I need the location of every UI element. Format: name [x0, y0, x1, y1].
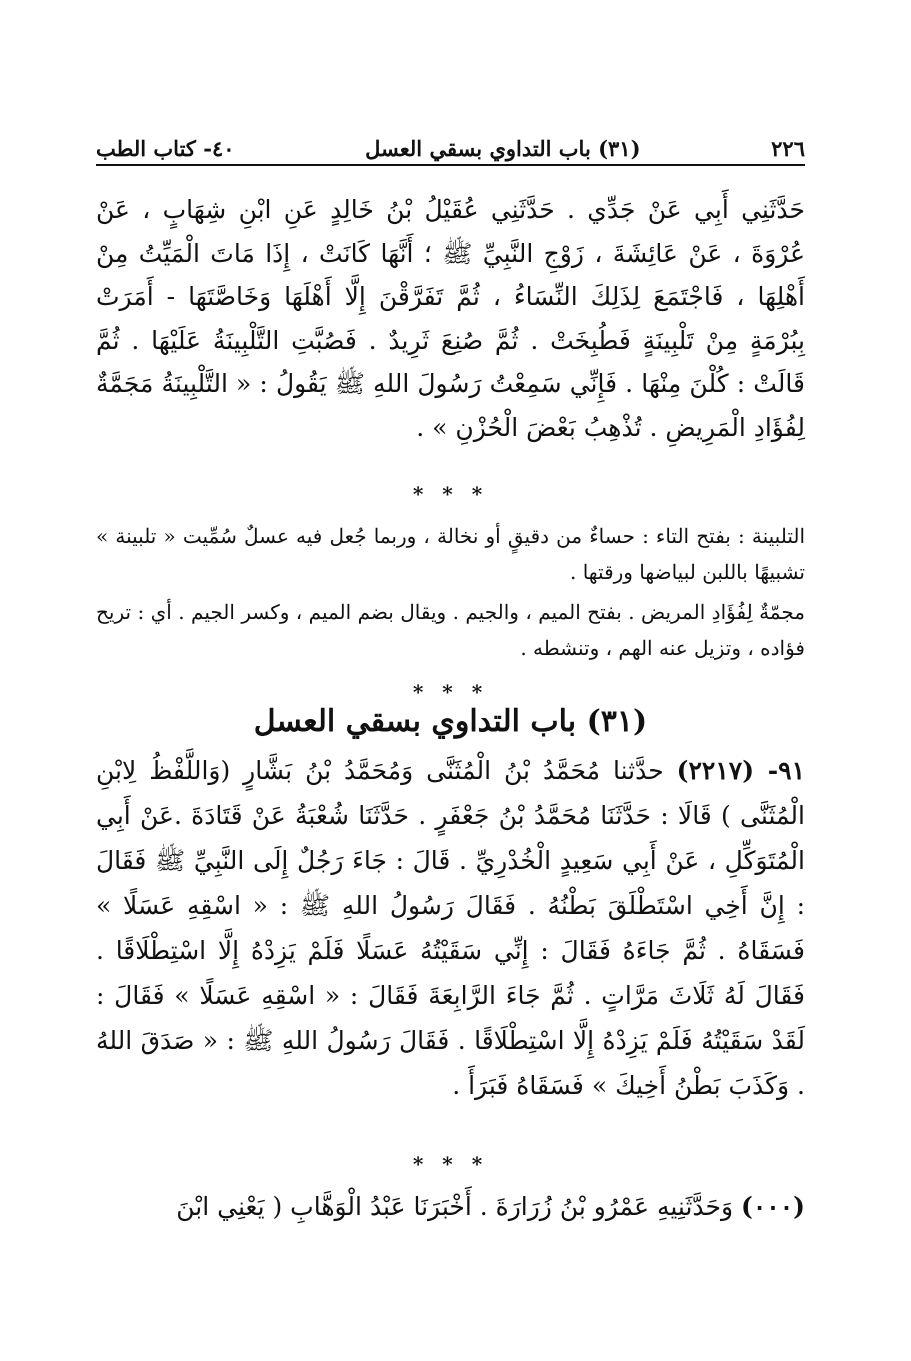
hadith-text: وَحَدَّثَنِيهِ عَمْرُو بْنُ زُرَارَةَ . أَخْبَرَنَا عَبْدُ الْوَهَّابِ ( يَعْنِي ابْنَ: [176, 1192, 734, 1221]
page-number: ٢٢٦: [771, 136, 805, 161]
section-separator: * * *: [412, 1152, 489, 1176]
section-separator: * * *: [412, 680, 489, 704]
hadith-text: حدَّثنا مُحَمَّدُ بْنُ الْمُثَنَّى وَمُحَمَّدُ بْنُ بَشَّارٍ (وَاللَّفْظُ لِابْنِ الْمُثَنَّى ) قَالَا : حَدَّثَنَا مُحَمَّدُ بْنُ جَعْفَرٍ . حَدَّثَنَا شُعْبَةُ عَنْ قَتَادَةَ .عَنْ أَبِي الْمُتَوَكِّلِ ، عَنْ أَبِي سَعِيدٍ الْخُدْرِيِّ . قَالَ : جَاءَ رَجُلٌ إِلَى النَّبِيِّ ﷺ فَقَالَ : إِنَّ أَخِي اسْتَطْلَقَ بَطْنُهُ . فَقَالَ رَسُولُ اللهِ ﷺ : « اسْقِهِ عَسَلًا » فَسَقَاهُ . ثُمَّ جَاءَهُ فَقَالَ : إِنِّي سَقَيْتُهُ عَسَلًا فَلَمْ يَزِدْهُ إِلَّا اسْتِطْلَاقًا . فَقَالَ لَهُ ثَلَاثَ مَرَّاتٍ . ثُمَّ جَاءَ الرَّابِعَةَ فَقَالَ : « اسْقِهِ عَسَلًا » فَقَالَ : لَقَدْ سَقَيْتُهُ فَلَمْ يَزِدْهُ إِلَّا اسْتِطْلَاقًا . فَقَالَ رَسُولُ اللهِ ﷺ : « صَدَقَ اللهُ . وَكَذَبَ بَطْنُ أَخِيكَ » فَسَقَاهُ فَبَرَأَ .: [96, 756, 805, 1100]
hadith-number: (٠٠٠): [741, 1192, 805, 1221]
footnotes: [96, 518, 805, 670]
note-mujimma: مجمّةٌ لِفُؤَادِ المريض . بفتح الميم ، والجيم . ويقال بضم الميم ، وكسر الجيم . أي : تريح فؤاده ، وتزيل عنه الهم ، وتنشطه .: [96, 600, 805, 660]
page-header: [96, 125, 805, 161]
chapter-heading: (٣١) باب التداوي بسقي العسل: [253, 704, 648, 739]
hadith-variant: [96, 1184, 805, 1229]
running-chapter-title: (٣١) باب التداوي بسقي العسل: [365, 136, 641, 161]
header-rule: [96, 164, 805, 166]
hadith-continuation: حَدَّثَنِي أَبِي عَنْ جَدِّي . حَدَّثَنِي عُقَيْلُ بْنُ خَالِدٍ عَنِ ابْنِ شِهَابٍ ، عَنْ عُرْوَةَ ، عَنْ عَائِشَةَ ، زَوْجِ النَّبِيِّ ﷺ ؛ أَنَّهَا كَانَتْ ، إِذَا مَاتَ الْمَيِّتُ مِنْ أَهْلِهَا ، فَاجْتَمَعَ لِذَلِكَ النِّسَاءُ ، ثُمَّ تَفَرَّقْنَ إِلَّا أَهْلَهَا وَخَاصَّتَهَا - أَمَرَتْ بِبُرْمَةٍ مِنْ تَلْبِينَةٍ فَطُبِخَتْ . ثُمَّ صُنِعَ ثَرِيدٌ . فَصُبَّتِ التَّلْبِينَةُ عَلَيْهَا . ثُمَّ قَالَتْ : كُلْنَ مِنْهَا . فَإِنِّي سَمِعْتُ رَسُولَ اللهِ ﷺ يَقُولُ : « التَّلْبِينَةُ مَجَمَّةٌ لِفُؤَادِ الْمَرِيضِ . تُذْهِبُ بَعْضَ الْحُزْنِ » .: [96, 195, 805, 442]
running-book-title: ٤٠- كتاب الطب: [96, 136, 235, 161]
section-separator: * * *: [412, 482, 489, 506]
hadith-number: ٩١- (٢٢١٧): [676, 756, 805, 785]
hadith-91: [96, 748, 805, 1108]
note-talbina: التلبينة : بفتح التاء : حساءٌ من دقيقٍ أو نخالة ، وربما جُعل فيه عسلٌ سُمِّيت « تلبينة » تشبيهًا باللبن لبياضها ورقتها .: [96, 524, 806, 584]
